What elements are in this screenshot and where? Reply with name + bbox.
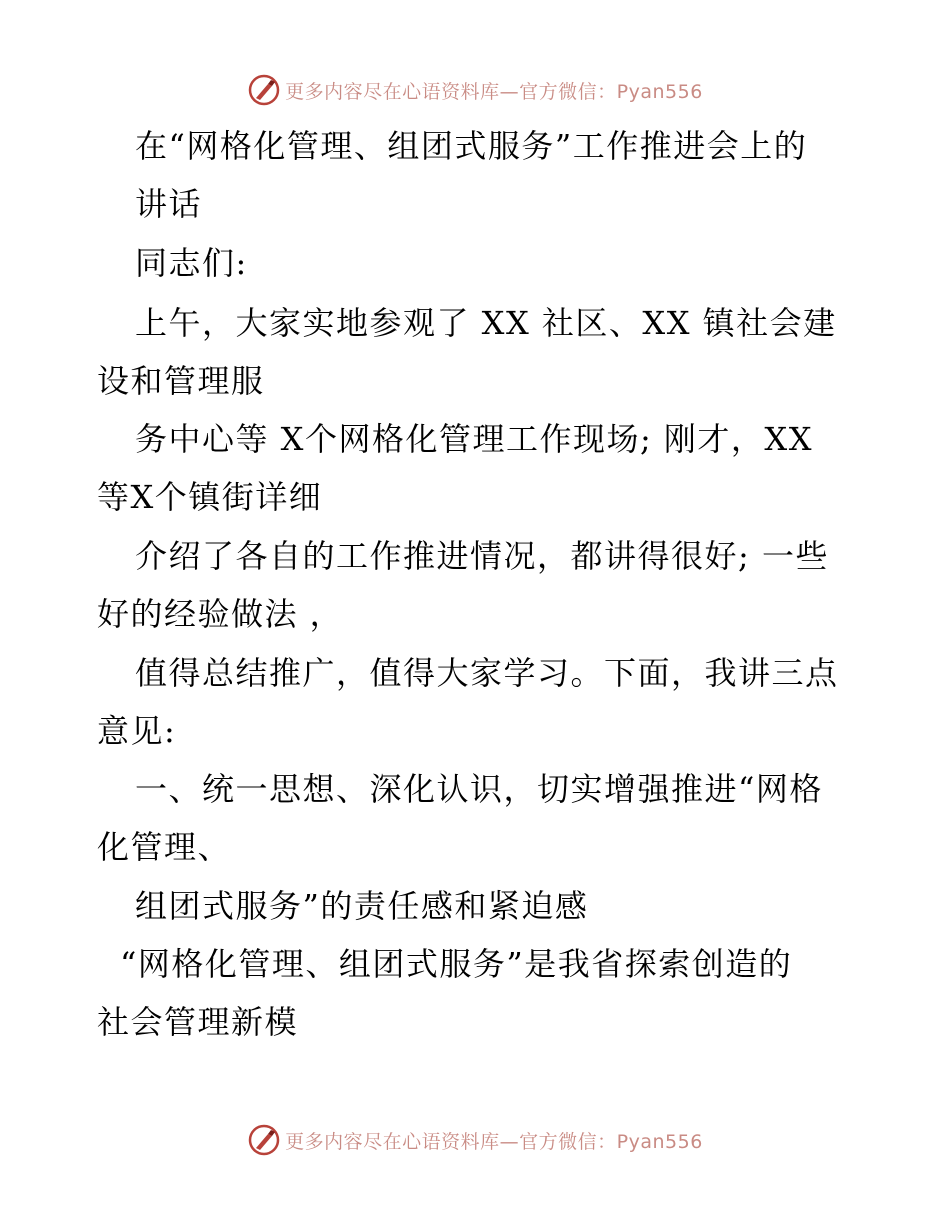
text-line: 上午，大家实地参观了 XX 社区、XX 镇社会建 <box>135 304 837 342</box>
text-line: 值得总结推广，值得大家学习。下面，我讲三点 <box>135 654 839 692</box>
pen-logo-icon <box>247 73 281 107</box>
footer-watermark <box>0 1120 950 1160</box>
pen-logo-icon <box>247 1123 281 1157</box>
text-line: 在“网格化管理、组团式服务”工作推进会上的 <box>135 127 808 165</box>
text-line: 务中心等 X个网格化管理工作现场; 刚才，XX <box>135 420 813 458</box>
text-line: 介绍了各自的工作推进情况，都讲得很好; 一些 <box>135 537 829 575</box>
text-line: 同志们: <box>135 244 248 282</box>
text-line: 好的经验做法 ， <box>97 595 344 633</box>
section-heading: 组团式服务”的责任感和紧迫感 <box>135 887 589 925</box>
header-watermark <box>0 70 950 110</box>
watermark-text: 更多内容尽在心语资料库—官方微信：Pyan556 <box>285 1130 703 1153</box>
text-line: 讲话 <box>135 185 203 223</box>
text-line: 等X个镇街详细 <box>97 478 323 516</box>
text-line: “网格化管理、组团式服务”是我省探索创造的 <box>120 945 793 983</box>
section-heading: 一、统一思想、深化认识，切实增强推进“网格 <box>135 770 823 808</box>
text-line: 意见: <box>97 712 177 750</box>
text-line: 社会管理新模 <box>97 1003 299 1041</box>
watermark-text: 更多内容尽在心语资料库—官方微信：Pyan556 <box>285 80 703 103</box>
text-line: 设和管理服 <box>97 362 265 400</box>
section-heading: 化管理、 <box>97 828 232 866</box>
